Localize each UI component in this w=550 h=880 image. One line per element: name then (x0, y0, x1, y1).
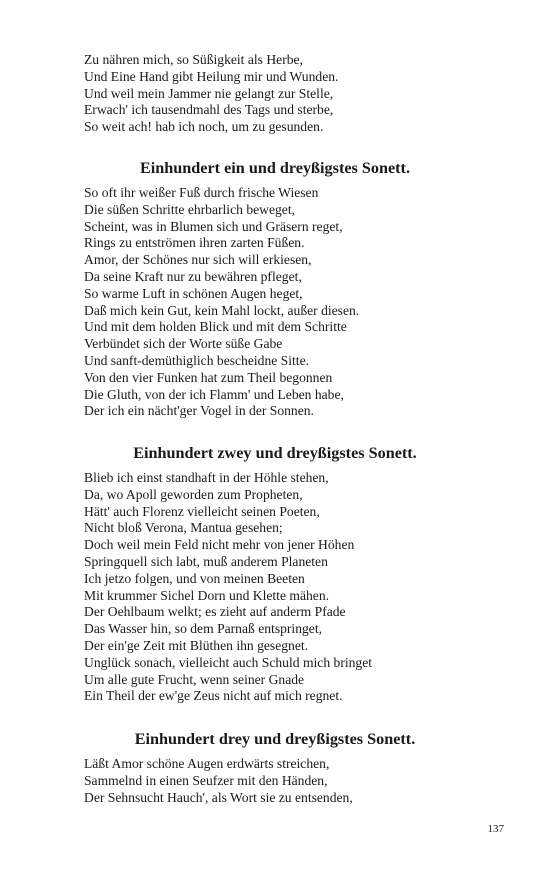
verse-line: Um alle gute Frucht, wenn seiner Gnade (84, 671, 305, 687)
verse-line: Da, wo Apoll geworden zum Propheten, (84, 486, 303, 502)
verse-line: Der Sehnsucht Hauch', als Wort sie zu entsenden, (84, 789, 353, 805)
verse-line: Und mit dem holden Blick und mit dem Schritte (84, 319, 347, 335)
verse-line: Zu nähren mich, so Süßigkeit als Herbe, (84, 52, 303, 67)
verse-line: Von den vier Funken hat zum Theil begonnen (84, 369, 333, 385)
verse-line: Verbündet sich der Worte süße Gabe (84, 336, 283, 352)
verse-line: Scheint, was in Blumen sich und Gräsern reget, (84, 218, 343, 234)
verse-line: Und sanft-demüthiglich bescheidne Sitte. (84, 352, 310, 368)
verse-line: Ein Theil der ew'ge Zeus nicht auf mich regnet. (84, 688, 343, 704)
page-number: 137 (487, 823, 504, 835)
verse-line: Sammelnd in einen Seufzer mit den Händen, (84, 772, 328, 788)
sonnet-132-body (84, 470, 524, 705)
sonnet-132-title: Einhundert zwey und dreyßigstes Sonett. (133, 444, 417, 462)
verse-line: Und Eine Hand gibt Heilung mir und Wunden. (84, 68, 339, 84)
sonnet-133-body (84, 756, 524, 806)
verse-line: Amor, der Schönes nur sich will erkiesen, (84, 252, 312, 268)
verse-line: Nicht bloß Verona, Mantua gesehen; (84, 520, 283, 536)
verse-line: So weit ach! hab ich noch, um zu gesunden. (84, 119, 324, 135)
verse-line: Springquell sich labt, muß anderem Planeten (84, 553, 328, 569)
verse-line: Unglück sonach, vielleicht auch Schuld mich bringet (84, 654, 373, 670)
verse-line: Daß mich kein Gut, kein Mahl lockt, außer diesen. (84, 302, 360, 318)
verse-line: Blieb ich einst standhaft in der Höhle stehen, (84, 470, 329, 485)
sonnet-133-title: Einhundert drey und dreyßigstes Sonett. (134, 730, 416, 748)
previous-sonnet-ending (84, 52, 524, 136)
verse-line: So warme Luft in schönen Augen heget, (84, 285, 303, 301)
verse-line: Der ein'ge Zeit mit Blüthen ihn gesegnet. (84, 637, 309, 653)
verse-line: Mit krummer Sichel Dorn und Klette mähen. (84, 587, 330, 603)
verse-line: Erwach' ich tausendmahl des Tags und sterbe, (84, 102, 334, 118)
verse-line: Rings zu entströmen ihren zarten Füßen. (84, 235, 305, 251)
verse-line: Die süßen Schritte ehrbarlich beweget, (84, 201, 296, 217)
sonnet-131-body (84, 185, 524, 420)
verse-line: Und weil mein Jammer nie gelangt zur Stelle, (84, 85, 334, 101)
verse-line: Da seine Kraft nur zu bewähren pfleget, (84, 268, 302, 284)
verse-line: Doch weil mein Feld nicht mehr von jener Höhen (84, 537, 355, 553)
verse-line: Der ich ein nächt'ger Vogel in der Sonnen. (84, 403, 314, 419)
verse-line: Läßt Amor schöne Augen erdwärts streichen, (84, 756, 330, 771)
sonnet-131-title: Einhundert ein und dreyßigstes Sonett. (139, 159, 410, 177)
verse-line: Der Oehlbaum welkt; es zieht auf anderm Pfade (84, 604, 346, 620)
verse-line: Hätt' auch Florenz vielleicht seinen Poeten, (84, 503, 320, 519)
verse-line: Die Gluth, von der ich Flamm' und Leben habe, (84, 386, 344, 402)
verse-line: Das Wasser hin, so dem Parnaß entspringet, (84, 621, 323, 637)
verse-line: Ich jetzo folgen, und von meinen Beeten (84, 570, 305, 586)
verse-line: So oft ihr weißer Fuß durch frische Wiesen (84, 185, 319, 200)
